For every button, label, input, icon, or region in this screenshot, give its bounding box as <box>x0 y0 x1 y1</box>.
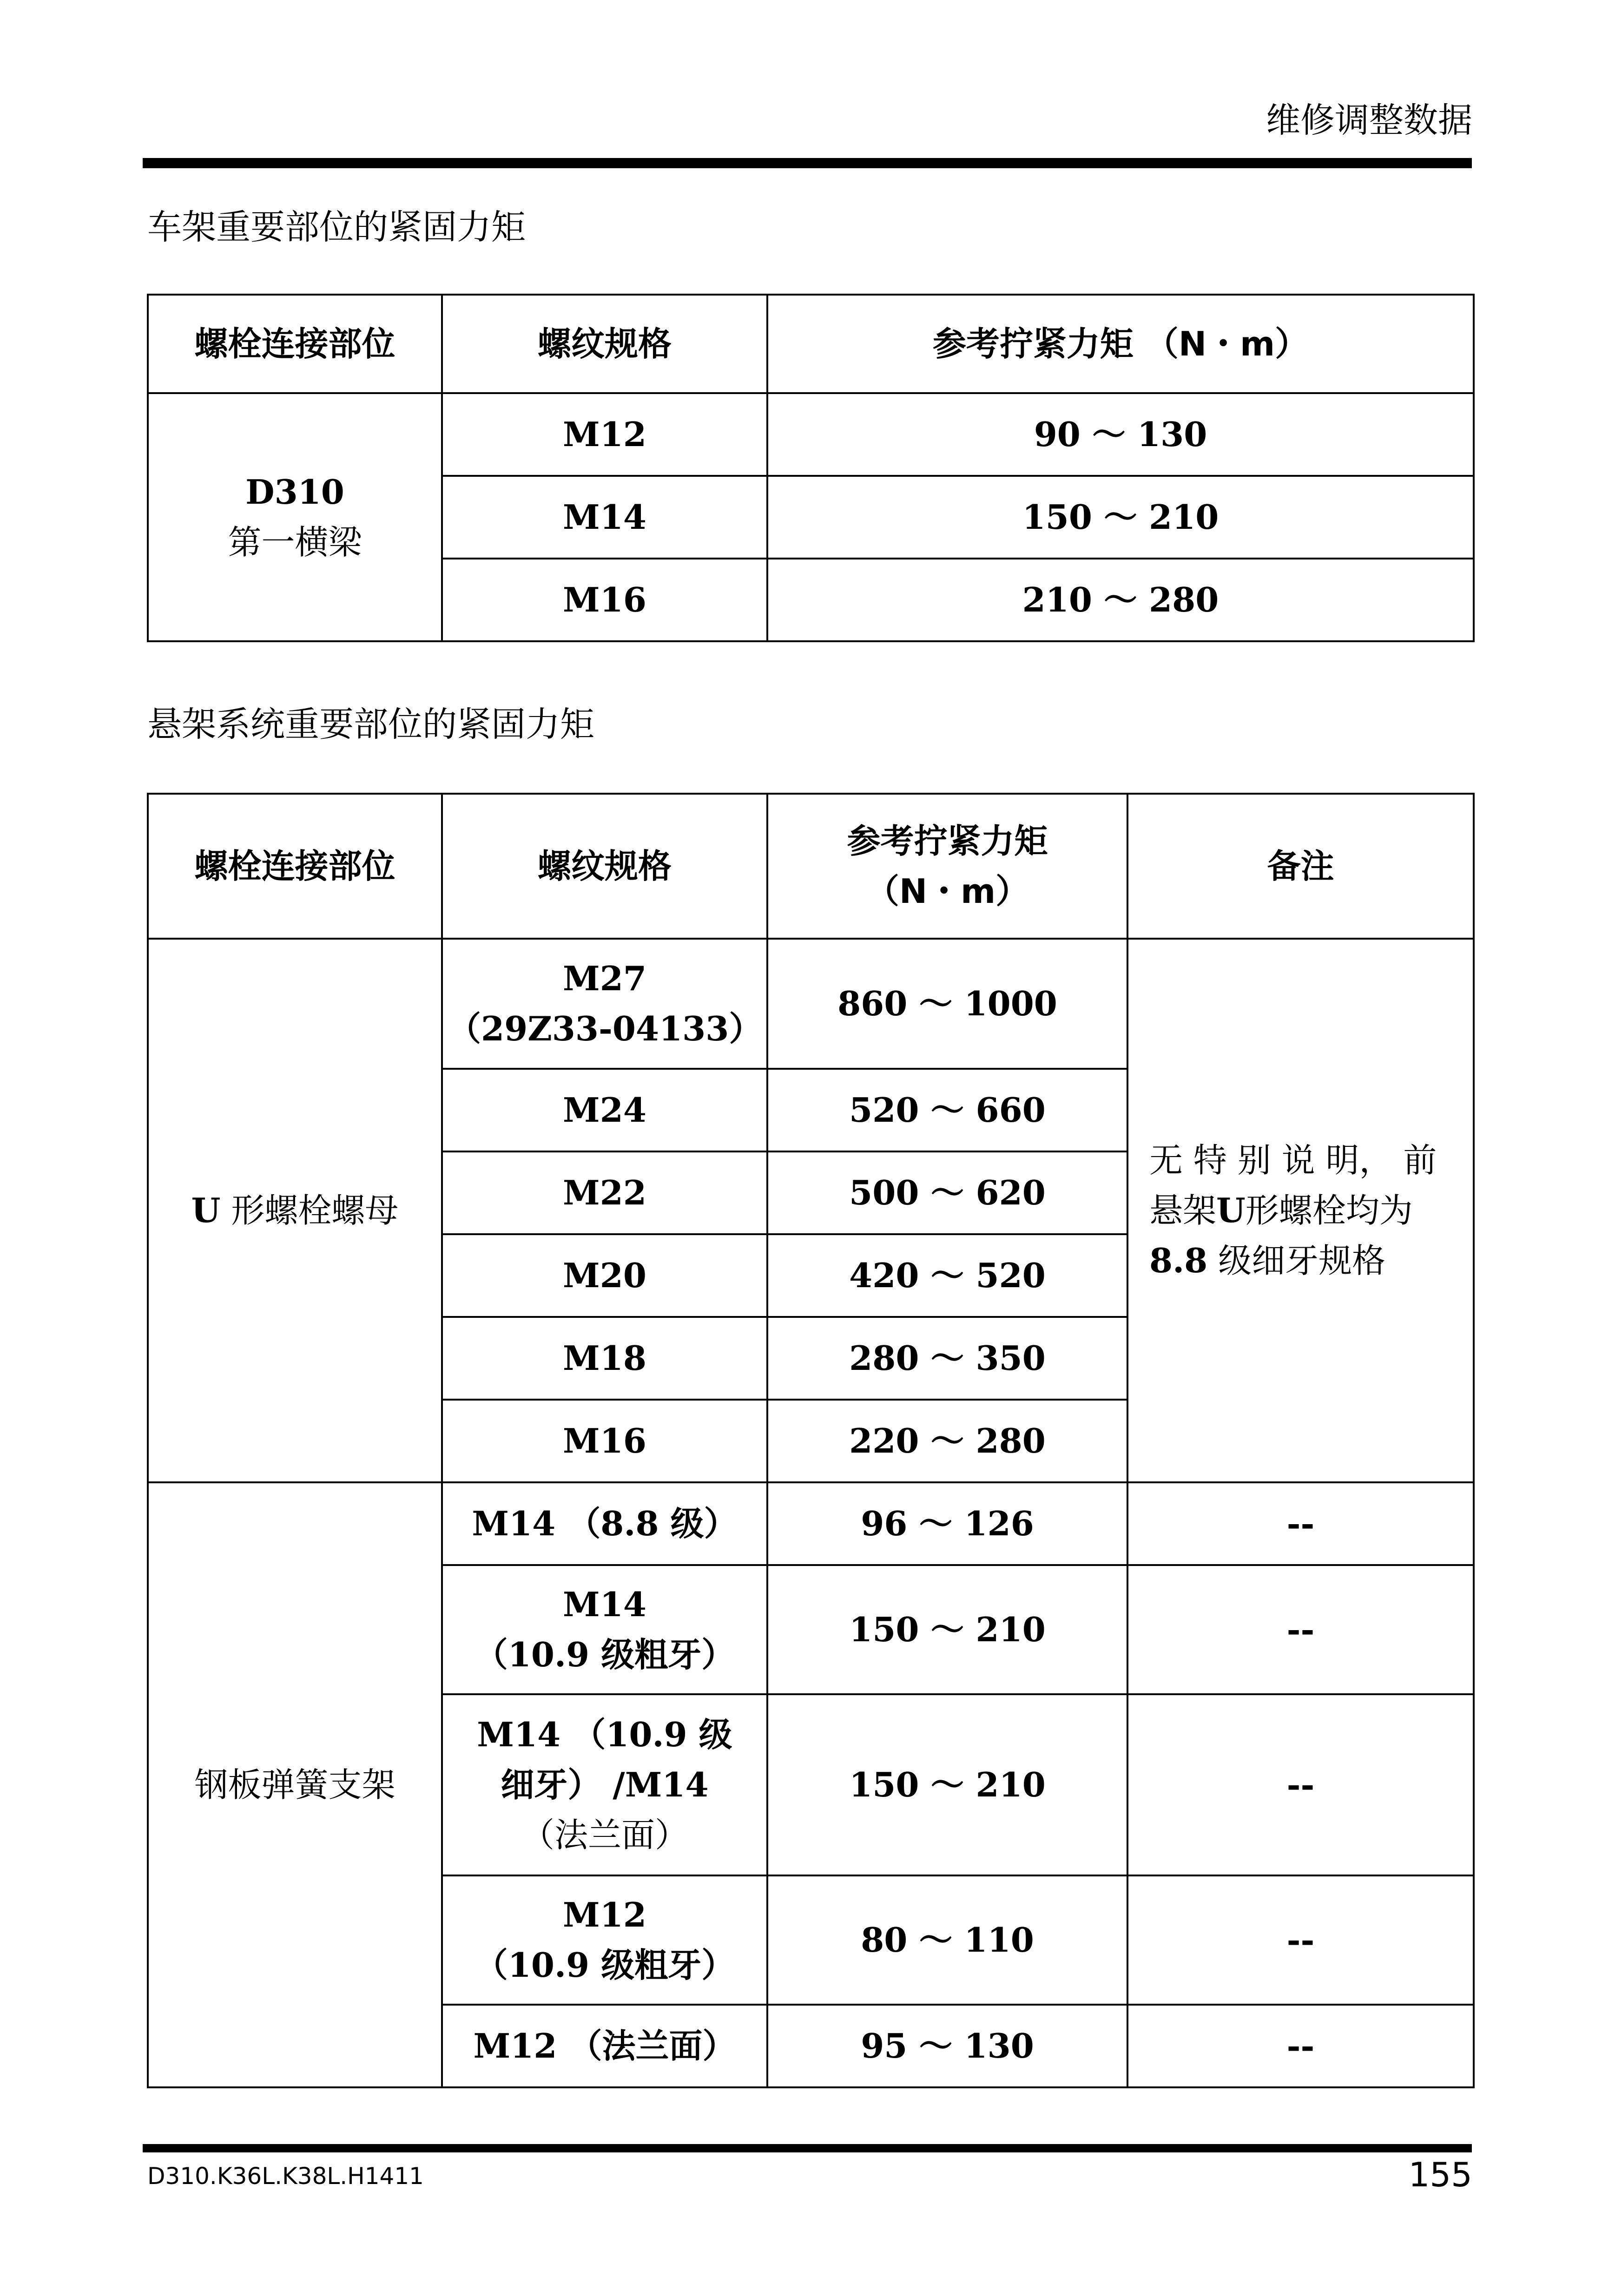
torque-cell: 520 ～ 660 <box>767 1069 1127 1151</box>
table-row <box>148 939 1474 1069</box>
table-header-row <box>148 794 1474 939</box>
frame-torque-table <box>147 294 1475 642</box>
note-line1: 无 特 别 说 明， 前 <box>1149 1141 1437 1180</box>
location-cell <box>148 939 442 1482</box>
header-torque-line1: 参考拧紧力矩 <box>847 822 1048 861</box>
torque-cell: 860 ～ 1000 <box>767 939 1127 1069</box>
table-header-row <box>148 295 1474 393</box>
thread-spec-cell: M18 <box>442 1317 767 1400</box>
remarks-cell: -- <box>1127 1482 1474 1565</box>
thread-spec-cell <box>442 939 767 1069</box>
thread-spec-cell: M14 （8.8 级） <box>442 1482 767 1565</box>
thread-spec-cell: M16 <box>442 1400 767 1482</box>
torque-cell: 150 ～ 210 <box>767 1565 1127 1694</box>
thread-spec-line2: （10.9 级粗牙） <box>474 1945 735 1985</box>
note-line3: 8.8 级细牙规格 <box>1149 1241 1386 1280</box>
header-bolt-location: 螺栓连接部位 <box>148 295 442 393</box>
torque-cell: 80 ～ 110 <box>767 1875 1127 2005</box>
location-cell: 钢板弹簧支架 <box>148 1482 442 2087</box>
note-line2: 悬架U形螺栓均为 <box>1149 1191 1413 1230</box>
thread-spec-line1: M12 <box>563 1895 646 1934</box>
torque-cell: 210 ～ 280 <box>767 559 1474 641</box>
thread-spec-line2: （10.9 级粗牙） <box>474 1635 735 1674</box>
thread-spec-cell: M16 <box>442 559 767 641</box>
location-prefix: U <box>191 1191 221 1230</box>
torque-cell: 150 ～ 210 <box>767 476 1474 559</box>
thread-spec-line2: 细牙） /M14 <box>501 1765 709 1804</box>
torque-cell: 96 ～ 126 <box>767 1482 1127 1565</box>
page-number: 155 <box>1408 2155 1472 2194</box>
thread-spec-line1: M14 （10.9 级 <box>477 1715 732 1754</box>
remarks-cell: -- <box>1127 2005 1474 2087</box>
header-title: 维修调整数据 <box>1266 100 1472 140</box>
table-row <box>148 393 1474 476</box>
header-torque <box>767 794 1127 939</box>
thread-spec-line1: M27 <box>563 959 646 998</box>
frame-torque-section-title: 车架重要部位的紧固力矩 <box>147 207 526 247</box>
remarks-cell: -- <box>1127 1565 1474 1694</box>
location-model: D310 <box>245 472 344 512</box>
remarks-cell <box>1127 939 1474 1482</box>
header-torque: 参考拧紧力矩 （N・m） <box>767 295 1474 393</box>
location-name: 第一横梁 <box>228 523 362 562</box>
torque-cell: 500 ～ 620 <box>767 1151 1127 1234</box>
header-rule <box>143 158 1472 168</box>
torque-cell: 280 ～ 350 <box>767 1317 1127 1400</box>
suspension-torque-table <box>147 793 1475 2088</box>
header-bolt-location: 螺栓连接部位 <box>148 794 442 939</box>
torque-cell: 150 ～ 210 <box>767 1694 1127 1875</box>
thread-spec-cell <box>442 1565 767 1694</box>
thread-spec-cell: M12 <box>442 393 767 476</box>
location-text: 形螺栓螺母 <box>220 1191 399 1230</box>
thread-spec-line1: M14 <box>563 1585 646 1624</box>
footer-rule <box>143 2144 1472 2152</box>
remarks-cell: -- <box>1127 1694 1474 1875</box>
thread-spec-cell: M22 <box>442 1151 767 1234</box>
torque-cell: 220 ～ 280 <box>767 1400 1127 1482</box>
torque-cell: 90 ～ 130 <box>767 393 1474 476</box>
header-torque-unit: （N・m） <box>865 872 1029 911</box>
thread-spec-line2: （29Z33-04133） <box>448 1009 763 1048</box>
torque-cell: 420 ～ 520 <box>767 1234 1127 1317</box>
thread-spec-cell: M14 <box>442 476 767 559</box>
thread-spec-cell <box>442 1875 767 2005</box>
header-remarks: 备注 <box>1127 794 1474 939</box>
torque-cell: 95 ～ 130 <box>767 2005 1127 2087</box>
thread-spec-cell <box>442 1694 767 1875</box>
thread-spec-line3: （法兰面） <box>521 1816 688 1855</box>
thread-spec-cell: M24 <box>442 1069 767 1151</box>
table-row <box>148 1482 1474 1565</box>
header-thread-spec: 螺纹规格 <box>442 295 767 393</box>
document-code: D310.K36L.K38L.H1411 <box>147 2163 424 2190</box>
thread-spec-cell: M12 （法兰面） <box>442 2005 767 2087</box>
header-thread-spec: 螺纹规格 <box>442 794 767 939</box>
location-cell <box>148 393 442 641</box>
suspension-torque-section-title: 悬架系统重要部位的紧固力矩 <box>147 704 594 744</box>
thread-spec-cell: M20 <box>442 1234 767 1317</box>
remarks-cell: -- <box>1127 1875 1474 2005</box>
